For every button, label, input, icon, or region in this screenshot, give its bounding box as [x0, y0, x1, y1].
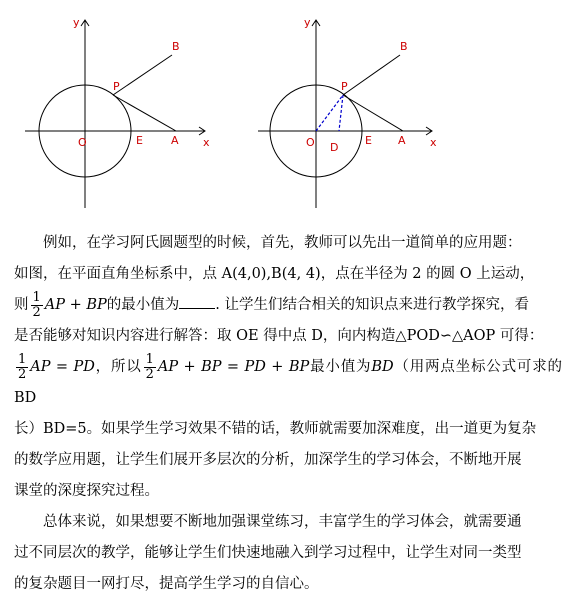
p1-line1: 例如，在学习阿氏圆题型的时候，首先，教师可以先出一道简单的应用题：	[43, 235, 522, 251]
label-a: A	[171, 134, 179, 147]
p1-line3-min: 的最小值为	[106, 297, 180, 313]
expr-bd: BD	[371, 359, 394, 375]
p1-line7: 的数学应用题，让学生们展开多层次的分析，加深学生的学习体会，不断地开展	[14, 452, 522, 468]
p1-line8: 课堂的深度探究过程。	[14, 483, 159, 499]
dashed-pd	[339, 95, 343, 131]
label-o: O	[306, 136, 315, 149]
p1-line4: 是否能够对知识内容进行解答：取 OE 得中点 D，向内构造△POD∽△AOP 可得：	[14, 328, 544, 344]
label-x: x	[203, 136, 210, 149]
segment-pb	[343, 55, 400, 95]
fraction-half: $\frac{1}{2}$	[18, 351, 27, 382]
fraction-half: $\frac{1}{2}$	[145, 351, 154, 382]
dashed-op	[316, 95, 343, 131]
expr-ap-bp: AP + BP	[44, 297, 107, 313]
expr-equation: AP + BP = PD + BP	[157, 359, 310, 375]
label-y: y	[304, 16, 311, 29]
body-text	[14, 228, 562, 600]
label-d: D	[330, 141, 339, 154]
p1-line3-end: . 让学生们结合相关的知识点来进行教学探究，看	[215, 297, 530, 313]
p2-line2: 过不同层次的教学，能够让学生们快速地融入到学习过程中，让学生对同一类型	[14, 545, 522, 561]
p1-line2: 如图，在平面直角坐标系中，点 A(4,0),B(4, 4)，点在半径为 2 的圆 O 上运动，	[14, 266, 535, 282]
label-x: x	[430, 136, 437, 149]
label-a: A	[398, 134, 406, 147]
label-p: P	[113, 80, 120, 93]
label-b: B	[172, 40, 180, 53]
p1-line6: 长）BD=5。如果学生学习效果不错的话，教师就需要加深难度，出一道更为复杂	[14, 421, 537, 437]
paragraph-2	[14, 507, 562, 600]
p1-line5-end: （用两点坐标公式可求的 BD	[14, 359, 562, 406]
geometry-figures	[0, 0, 571, 210]
expr-ap-pd: AP = PD	[30, 359, 95, 375]
segment-pa	[343, 95, 403, 131]
segment-pb	[113, 55, 172, 95]
label-y: y	[73, 16, 80, 29]
segment-pa	[113, 95, 176, 131]
p1-line3-start: 则	[14, 297, 29, 313]
paragraph-1	[14, 228, 562, 507]
fraction-half: $\frac{1}{2}$	[32, 289, 41, 320]
label-p: P	[341, 80, 348, 93]
label-o: O	[78, 136, 87, 149]
p2-line3: 的复杂题目一网打尽，提高学生学习的自信心。	[14, 576, 319, 592]
label-e: E	[136, 134, 143, 147]
label-e: E	[365, 134, 372, 147]
figures	[0, 0, 571, 210]
label-b: B	[400, 40, 408, 53]
p2-line1: 总体来说，如果想要不断地加强课堂练习，丰富学生的学习体会，就需要通	[43, 514, 522, 530]
p1-line5-so: ，所以	[94, 359, 142, 375]
answer-blank	[179, 294, 215, 309]
p1-line5-min: 最小值为	[309, 359, 372, 375]
